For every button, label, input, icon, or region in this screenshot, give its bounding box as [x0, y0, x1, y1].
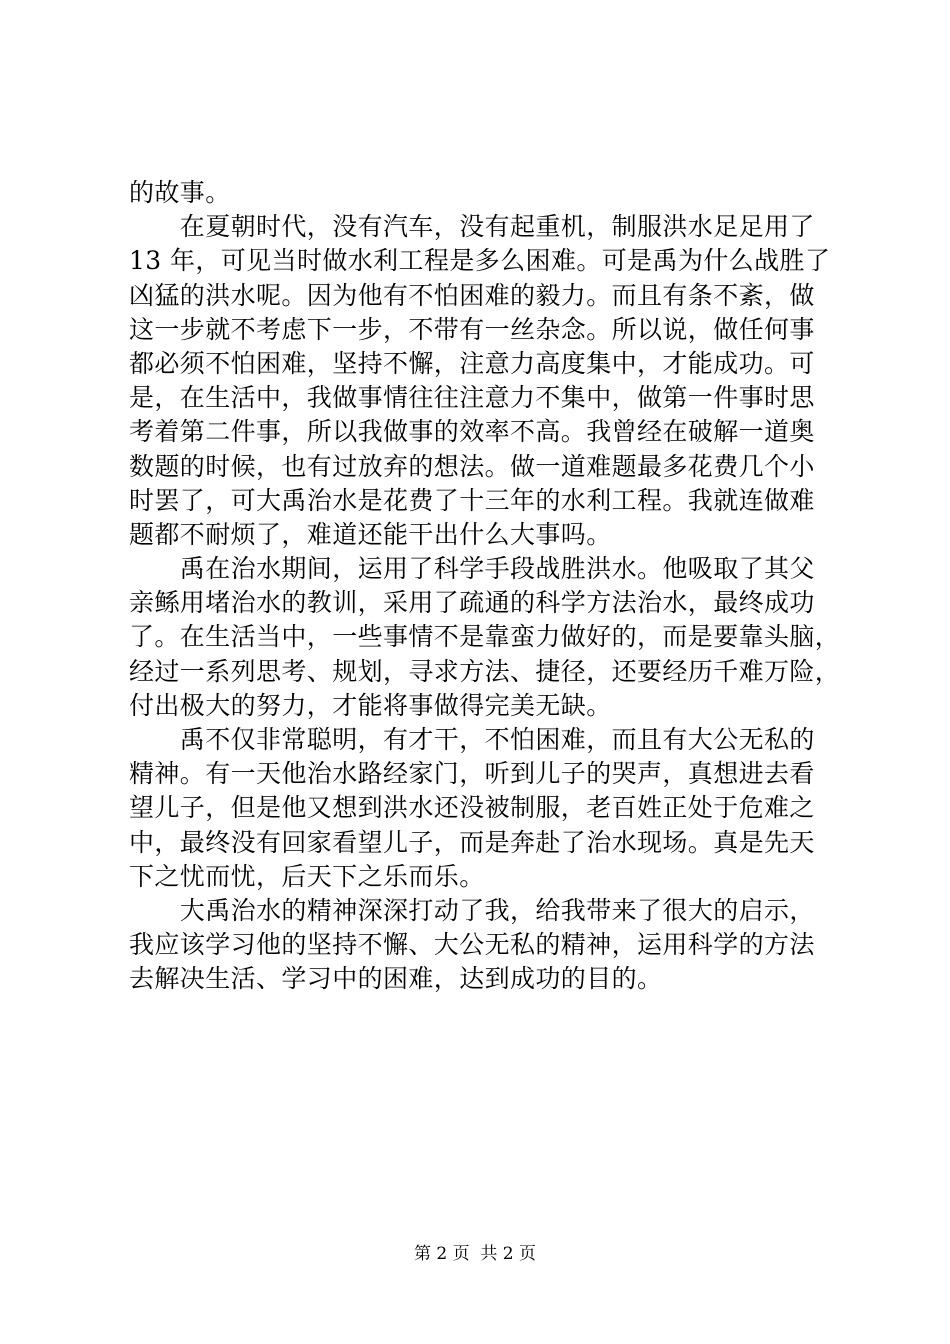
text-line: 的故事。 — [129, 178, 231, 207]
text-line: 凶猛的洪水呢。因为他有不怕困难的毅力。而且有条不紊，做 — [129, 280, 815, 310]
text-line: 都必须不怕困难，坚持不懈，注意力高度集中，才能成功。可 — [129, 348, 815, 378]
text-line: 时罢了，可大禹治水是花费了十三年的水利工程。我就连做难 — [129, 485, 815, 515]
text-line: 在夏朝时代，没有汽车，没有起重机，制服洪水足足用了 — [129, 212, 815, 242]
text-line: 数题的时候，也有过放弃的想法。做一道难题最多花费几个小 — [129, 451, 815, 481]
text-line: 考着第二件事，所以我做事的效率不高。我曾经在破解一道奥 — [129, 417, 815, 447]
text-line: 题都不耐烦了，难道还能干出什么大事吗。 — [129, 519, 612, 549]
text-line: 了。在生活当中，一些事情不是靠蛮力做好的，而是要靠头脑， — [129, 622, 841, 652]
text-line: 经过一系列思考、规划，寻求方法、捷径，还要经历千难万险， — [129, 656, 841, 686]
essay-body — [129, 176, 841, 997]
text-line: 大禹治水的精神深深打动了我，给我带来了很大的启示， — [129, 895, 815, 925]
text-line: 望儿子，但是他又想到洪水还没被制服，老百姓正处于危难之 — [129, 793, 815, 823]
text-line: 禹不仅非常聪明，有才干，不怕困难，而且有大公无私的 — [129, 725, 815, 754]
text-line: 13 年，可见当时做水利工程是多么困难。可是禹为什么战胜了 — [129, 246, 831, 276]
text-line: 亲鲧用堵治水的教训，采用了疏通的科学方法治水，最终成功 — [129, 588, 815, 618]
text-line: 是，在生活中，我做事情往往注意力不集中，做第一件事时思 — [129, 383, 815, 413]
text-line: 这一步就不考虑下一步，不带有一丝杂念。所以说，做任何事 — [129, 314, 815, 344]
text-line: 我应该学习他的坚持不懈、大公无私的精神，运用科学的方法 — [129, 930, 815, 960]
text-line: 付出极大的努力，才能将事做得完美无缺。 — [129, 690, 612, 720]
text-line: 精神。有一天他治水路经家门，听到儿子的哭声，真想进去看 — [129, 759, 815, 789]
text-line: 下之忧而忧，后天下之乐而乐。 — [129, 861, 485, 891]
page-number: 第 2 页 共 2 页 — [413, 1244, 537, 1264]
text-line: 去解决生活、学习中的困难，达到成功的目的。 — [129, 964, 663, 994]
page-footer — [0, 1243, 950, 1265]
text-line: 中，最终没有回家看望儿子，而是奔赴了治水现场。真是先天 — [129, 827, 815, 857]
text-line: 禹在治水期间，运用了科学手段战胜洪水。他吸取了其父 — [129, 554, 815, 584]
